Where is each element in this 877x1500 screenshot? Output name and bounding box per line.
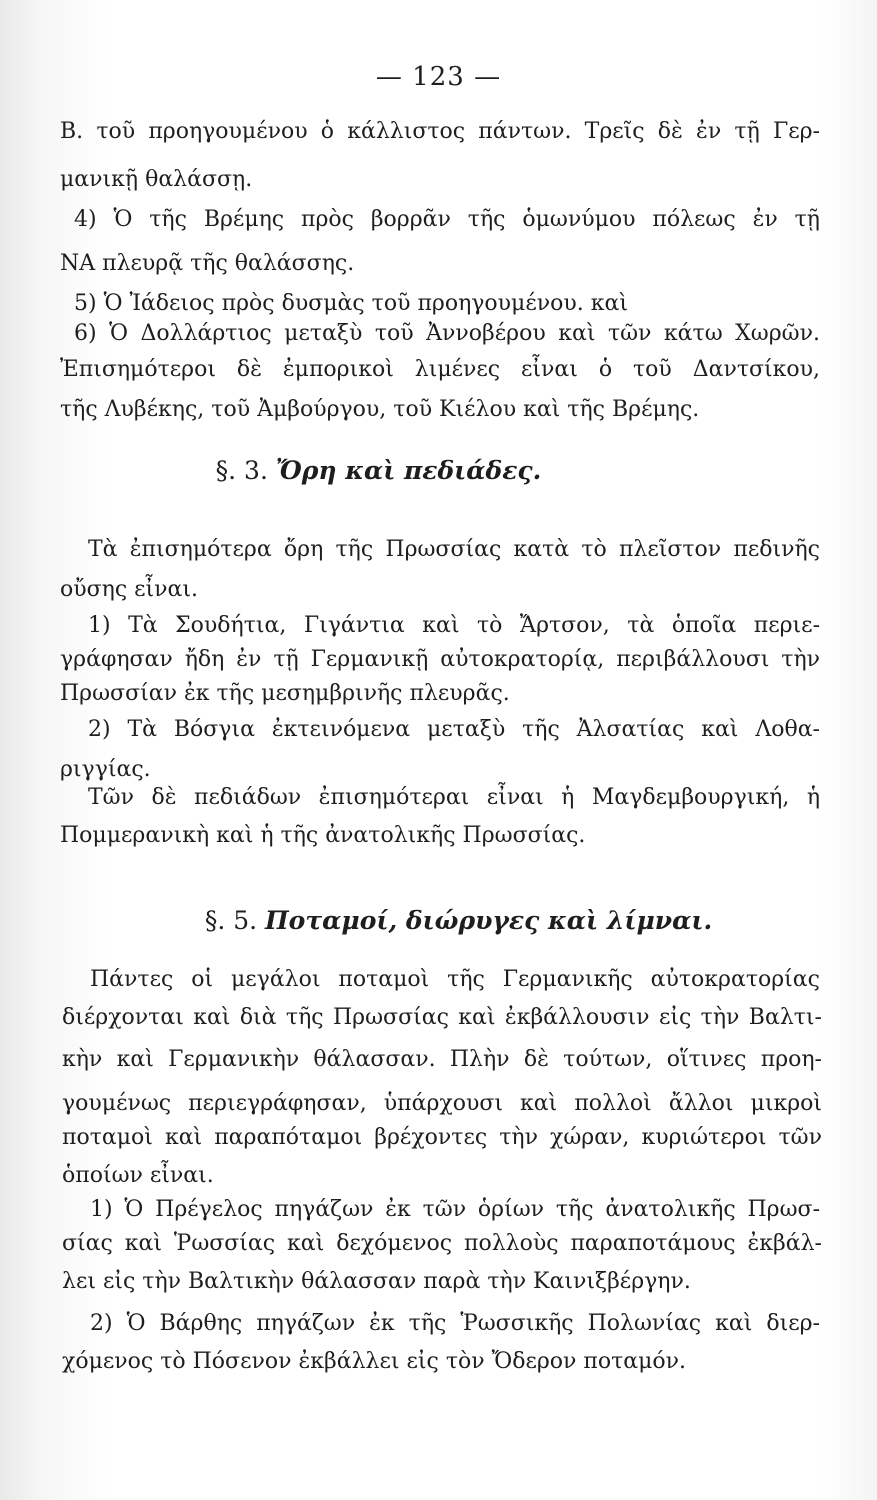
text-line: οὔσης εἶναι. [60,577,199,602]
text-line: σίας καὶ Ῥωσσίας καὶ δεχόμενος πολλοὺς παραποτάμους ἐκβάλ- [62,1231,822,1256]
text-line: Πομμερανικὴ καὶ ἡ τῆς ἀνατολικῆς Πρωσσίας. [60,823,586,848]
section-mark: §. 5. [204,906,258,935]
text-line: γουμένως περιεγράφησαν, ὑπάρχουσι καὶ πολλοὶ ἄλλοι μικροὶ [62,1091,822,1116]
text-line: διέρχονται καὶ διὰ τῆς Πρωσσίας καὶ ἐκβάλλουσιν εἰς τὴν Βαλτι- [62,1005,822,1030]
text-line: Τῶν δὲ πεδιάδων ἐπισημότεραι εἶναι ἡ Μαγδεμβουργική, ἡ [88,785,820,810]
section-heading [20,906,877,935]
text-line: μανικῇ θαλάσσῃ. [60,167,253,192]
text-line: γράφησαν ἤδη ἐν τῇ Γερμανικῇ αὐτοκρατορίᾳ, περιβάλλουσι τὴν [60,647,820,672]
text-line: χόμενος τὸ Πόσενον ἐκβάλλει εἰς τὸν Ὄδερον ποταμόν. [62,1349,687,1374]
text-line: 2) Τὰ Βόσγια ἐκτεινόμενα μεταξὺ τῆς Ἀλσατίας καὶ Λοθα- [88,717,820,742]
text-line: κὴν καὶ Γερμανικὴν θάλασσαν. Πλὴν δὲ τούτων, οἵτινες προη- [62,1047,822,1072]
text-line: ὁποίων εἶναι. [62,1163,214,1188]
section-title: Ποταμοί, διώρυγες καὶ λίμναι. [265,906,713,935]
section-heading [0,456,817,485]
text-line: Τὰ ἐπισημότερα ὄρη τῆς Πρωσσίας κατὰ τὸ πλεῖστον πεδινῆς [88,537,820,562]
text-line: 1) Ὁ Πρέγελος πηγάζων ἐκ τῶν ὁρίων τῆς ἀνατολικῆς Πρωσ- [90,1197,820,1222]
text-line: 5) Ὁ Ἰάδειος πρὸς δυσμὰς τοῦ προηγουμένου. καὶ [74,291,628,316]
text-line: 1) Τὰ Σουδήτια, Γιγάντια καὶ τὸ Ἄρτσον, τὰ ὁποῖα περιε- [88,613,820,638]
text-line: ριγγίας. [60,757,151,782]
text-line: λει εἰς τὴν Βαλτικὴν θάλασσαν παρὰ τὴν Καινιξβέργην. [62,1269,691,1294]
text-line: 6) Ὁ Δολλάρτιος μεταξὺ τοῦ Ἀννοβέρου καὶ τῶν κάτω Χωρῶν. [74,321,820,346]
section-mark: §. 3. [215,456,268,485]
text-line: 4) Ὁ τῆς Βρέμης πρὸς βορρᾶν τῆς ὁμωνύμου πόλεως ἐν τῇ [74,207,820,232]
text-line: Β. τοῦ προηγουμένου ὁ κάλλιστος πάντων. Τρεῖς δὲ ἐν τῇ Γερ- [60,119,820,144]
page-number: — 123 — [375,62,502,92]
text-line: Πάντες οἱ μεγάλοι ποταμοὶ τῆς Γερμανικῆς αὐτοκρατορίας [90,967,820,992]
text-line: ΝΑ πλευρᾷ τῆς θαλάσσης. [60,251,355,276]
text-line: Πρωσσίαν ἐκ τῆς μεσημβρινῆς πλευρᾶς. [60,681,510,706]
text-line: ποταμοὶ καὶ παραπόταμοι βρέχοντες τὴν χώραν, κυριώτεροι τῶν [62,1125,822,1150]
text-line: 2) Ὁ Βάρθης πηγάζων ἐκ τῆς Ῥωσσικῆς Πολωνίας καὶ διερ- [90,1311,820,1336]
text-line: τῆς Λυβέκης, τοῦ Ἀμβούργου, τοῦ Κιέλου καὶ τῆς Βρέμης. [60,397,700,422]
text-line: Ἐπισημότεροι δὲ ἐμπορικοὶ λιμένες εἶναι ὁ τοῦ Δαντσίκου, [60,357,820,382]
section-title: Ὄρη καὶ πεδιάδες. [275,456,542,485]
